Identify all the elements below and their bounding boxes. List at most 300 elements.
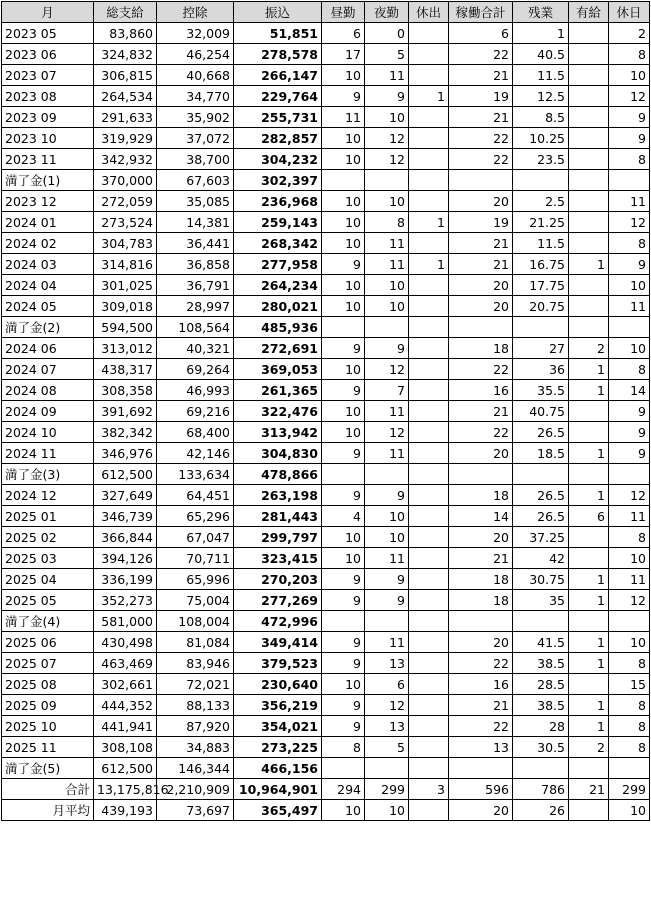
cell-month: 満了金(2) [2,317,94,338]
cell-deduction: 37,072 [157,128,234,149]
cell-paid-leave [569,611,609,632]
table-row [2,401,650,422]
cell-total-work [449,758,513,779]
cell-days-off: 11 [609,506,650,527]
cell-transfer: 369,053 [234,359,322,380]
cell-overtime [513,170,569,191]
cell-day-shift: 17 [322,44,365,65]
cell-days-off [609,317,650,338]
cell-paid-leave: 6 [569,506,609,527]
cell-gross: 382,342 [94,422,157,443]
cell-day-shift: 10 [322,65,365,86]
cell-overtime: 23.5 [513,149,569,170]
cell-month: 満了金(3) [2,464,94,485]
cell-holiday-work [409,611,449,632]
cell-transfer: 282,857 [234,128,322,149]
table-row [2,506,650,527]
cell-holiday-work: 3 [409,779,449,800]
cell-month: 2024 12 [2,485,94,506]
cell-holiday-work: 1 [409,86,449,107]
cell-overtime: 1 [513,23,569,44]
cell-total-work: 21 [449,233,513,254]
cell-month: 2025 03 [2,548,94,569]
cell-day-shift: 10 [322,296,365,317]
table-row [2,338,650,359]
cell-gross: 430,498 [94,632,157,653]
cell-total-work: 20 [449,275,513,296]
cell-overtime: 26 [513,800,569,821]
cell-total-work: 22 [449,716,513,737]
cell-gross: 612,500 [94,758,157,779]
cell-deduction: 38,700 [157,149,234,170]
cell-transfer: 266,147 [234,65,322,86]
cell-overtime: 36 [513,359,569,380]
cell-days-off: 10 [609,338,650,359]
cell-deduction: 35,902 [157,107,234,128]
cell-days-off: 12 [609,86,650,107]
cell-day-shift [322,317,365,338]
cell-night-shift: 10 [365,296,409,317]
cell-deduction: 36,791 [157,275,234,296]
cell-days-off: 8 [609,527,650,548]
cell-day-shift [322,170,365,191]
cell-overtime: 16.75 [513,254,569,275]
cell-holiday-work [409,296,449,317]
table-row [2,422,650,443]
cell-night-shift: 10 [365,107,409,128]
cell-day-shift: 9 [322,338,365,359]
cell-total-work: 21 [449,401,513,422]
cell-holiday-work [409,506,449,527]
cell-deduction: 68,400 [157,422,234,443]
cell-month: 2025 08 [2,674,94,695]
cell-transfer: 299,797 [234,527,322,548]
cell-month: 月平均 [2,800,94,821]
cell-holiday-work [409,380,449,401]
table-row [2,485,650,506]
cell-gross: 441,941 [94,716,157,737]
cell-days-off: 9 [609,422,650,443]
cell-month: 2023 09 [2,107,94,128]
cell-holiday-work [409,359,449,380]
cell-deduction: 32,009 [157,23,234,44]
cell-transfer: 263,198 [234,485,322,506]
cell-total-work: 20 [449,296,513,317]
table-row [2,191,650,212]
cell-night-shift: 12 [365,149,409,170]
header-deduction: 控除 [157,2,234,23]
cell-holiday-work [409,191,449,212]
cell-gross: 581,000 [94,611,157,632]
cell-total-work: 14 [449,506,513,527]
table-row [2,44,650,65]
table-row [2,695,650,716]
cell-days-off: 8 [609,716,650,737]
cell-total-work: 16 [449,674,513,695]
cell-gross: 264,534 [94,86,157,107]
cell-deduction: 14,381 [157,212,234,233]
cell-paid-leave: 1 [569,380,609,401]
cell-month: 2024 07 [2,359,94,380]
cell-transfer: 313,942 [234,422,322,443]
cell-night-shift: 10 [365,527,409,548]
cell-overtime: 12.5 [513,86,569,107]
cell-total-work: 20 [449,632,513,653]
cell-day-shift: 9 [322,653,365,674]
cell-night-shift: 5 [365,44,409,65]
cell-day-shift: 9 [322,254,365,275]
cell-days-off: 8 [609,737,650,758]
cell-transfer: 236,968 [234,191,322,212]
cell-night-shift: 12 [365,695,409,716]
cell-holiday-work [409,632,449,653]
cell-transfer: 478,866 [234,464,322,485]
cell-night-shift: 11 [365,443,409,464]
cell-holiday-work: 1 [409,212,449,233]
cell-paid-leave [569,401,609,422]
cell-holiday-work [409,23,449,44]
cell-holiday-work [409,653,449,674]
cell-transfer: 280,021 [234,296,322,317]
table-row [2,275,650,296]
cell-total-work: 22 [449,422,513,443]
table-row [2,737,650,758]
cell-paid-leave: 1 [569,359,609,380]
cell-night-shift: 0 [365,23,409,44]
cell-gross: 612,500 [94,464,157,485]
cell-day-shift: 11 [322,107,365,128]
cell-gross: 336,199 [94,569,157,590]
cell-deduction: 108,564 [157,317,234,338]
header-holiday-work: 休出 [409,2,449,23]
cell-overtime: 38.5 [513,653,569,674]
cell-overtime: 30.5 [513,737,569,758]
cell-holiday-work [409,338,449,359]
cell-night-shift [365,611,409,632]
cell-holiday-work [409,716,449,737]
cell-days-off: 9 [609,254,650,275]
cell-overtime: 42 [513,548,569,569]
cell-days-off: 8 [609,695,650,716]
cell-holiday-work [409,170,449,191]
cell-transfer: 268,342 [234,233,322,254]
cell-gross: 291,633 [94,107,157,128]
cell-transfer: 277,958 [234,254,322,275]
cell-night-shift [365,170,409,191]
cell-total-work: 21 [449,65,513,86]
cell-paid-leave [569,191,609,212]
cell-day-shift: 9 [322,485,365,506]
cell-holiday-work [409,107,449,128]
cell-night-shift: 6 [365,674,409,695]
cell-total-work: 21 [449,254,513,275]
cell-gross: 444,352 [94,695,157,716]
cell-days-off: 8 [609,233,650,254]
cell-overtime: 38.5 [513,695,569,716]
cell-deduction: 35,085 [157,191,234,212]
cell-gross: 273,524 [94,212,157,233]
cell-day-shift: 10 [322,233,365,254]
cell-holiday-work [409,590,449,611]
cell-night-shift [365,758,409,779]
cell-total-work: 22 [449,653,513,674]
cell-transfer: 304,232 [234,149,322,170]
cell-holiday-work [409,800,449,821]
cell-paid-leave: 1 [569,695,609,716]
cell-gross: 370,000 [94,170,157,191]
cell-deduction: 40,321 [157,338,234,359]
cell-days-off: 10 [609,548,650,569]
cell-gross: 327,649 [94,485,157,506]
cell-gross: 342,932 [94,149,157,170]
cell-month: 2024 05 [2,296,94,317]
cell-day-shift: 10 [322,800,365,821]
cell-transfer: 354,021 [234,716,322,737]
cell-month: 2024 01 [2,212,94,233]
cell-month: 満了金(1) [2,170,94,191]
cell-paid-leave: 1 [569,485,609,506]
cell-overtime: 18.5 [513,443,569,464]
cell-night-shift: 12 [365,422,409,443]
cell-night-shift: 7 [365,380,409,401]
cell-day-shift: 10 [322,191,365,212]
cell-paid-leave [569,422,609,443]
cell-deduction: 83,946 [157,653,234,674]
cell-transfer: 273,225 [234,737,322,758]
cell-paid-leave: 1 [569,254,609,275]
cell-gross: 366,844 [94,527,157,548]
table-row [2,359,650,380]
table-row [2,128,650,149]
cell-night-shift: 13 [365,653,409,674]
cell-gross: 463,469 [94,653,157,674]
cell-day-shift: 10 [322,401,365,422]
cell-days-off [609,170,650,191]
cell-overtime: 37.25 [513,527,569,548]
header-month: 月 [2,2,94,23]
header-gross: 総支給 [94,2,157,23]
cell-night-shift: 11 [365,65,409,86]
cell-deduction: 69,216 [157,401,234,422]
cell-total-work: 18 [449,338,513,359]
cell-month: 2025 06 [2,632,94,653]
cell-gross: 306,815 [94,65,157,86]
cell-days-off [609,758,650,779]
cell-total-work: 18 [449,485,513,506]
cell-total-work: 19 [449,86,513,107]
table-row [2,443,650,464]
cell-total-work: 20 [449,443,513,464]
cell-total-work: 16 [449,380,513,401]
cell-transfer: 277,269 [234,590,322,611]
cell-gross: 314,816 [94,254,157,275]
header-transfer: 振込 [234,2,322,23]
cell-paid-leave [569,44,609,65]
cell-total-work: 21 [449,695,513,716]
table-row [2,86,650,107]
cell-deduction: 108,004 [157,611,234,632]
cell-days-off: 11 [609,569,650,590]
cell-total-work: 21 [449,107,513,128]
cell-paid-leave: 2 [569,737,609,758]
cell-overtime: 40.5 [513,44,569,65]
cell-month: 2025 05 [2,590,94,611]
cell-transfer: 485,936 [234,317,322,338]
cell-holiday-work [409,464,449,485]
cell-overtime [513,317,569,338]
cell-month: 合計 [2,779,94,800]
cell-transfer: 229,764 [234,86,322,107]
cell-transfer: 356,219 [234,695,322,716]
cell-day-shift [322,758,365,779]
cell-deduction: 28,997 [157,296,234,317]
cell-deduction: 46,993 [157,380,234,401]
cell-paid-leave [569,548,609,569]
header-row [2,2,650,23]
cell-deduction: 36,441 [157,233,234,254]
cell-holiday-work [409,422,449,443]
header-night-shift: 夜勤 [365,2,409,23]
cell-overtime: 11.5 [513,65,569,86]
cell-night-shift: 11 [365,401,409,422]
cell-total-work: 20 [449,800,513,821]
cell-total-work [449,464,513,485]
cell-day-shift [322,464,365,485]
cell-days-off: 299 [609,779,650,800]
cell-night-shift: 11 [365,233,409,254]
cell-holiday-work [409,485,449,506]
cell-holiday-work [409,317,449,338]
cell-days-off: 10 [609,800,650,821]
cell-overtime: 21.25 [513,212,569,233]
cell-month: 2025 02 [2,527,94,548]
cell-deduction: 40,668 [157,65,234,86]
cell-gross: 309,018 [94,296,157,317]
cell-holiday-work [409,275,449,296]
cell-days-off: 9 [609,443,650,464]
cell-day-shift: 9 [322,632,365,653]
cell-paid-leave [569,170,609,191]
cell-total-work [449,170,513,191]
cell-overtime [513,611,569,632]
cell-overtime: 26.5 [513,506,569,527]
cell-deduction: 65,996 [157,569,234,590]
cell-gross: 302,661 [94,674,157,695]
cell-overtime: 28.5 [513,674,569,695]
cell-night-shift: 5 [365,737,409,758]
cell-overtime: 28 [513,716,569,737]
cell-night-shift [365,317,409,338]
cell-paid-leave [569,527,609,548]
cell-gross: 594,500 [94,317,157,338]
cell-gross: 308,358 [94,380,157,401]
cell-transfer: 379,523 [234,653,322,674]
cell-paid-leave [569,65,609,86]
cell-paid-leave: 21 [569,779,609,800]
cell-total-work: 18 [449,569,513,590]
cell-days-off: 11 [609,191,650,212]
cell-transfer: 304,830 [234,443,322,464]
cell-night-shift: 10 [365,506,409,527]
cell-overtime: 26.5 [513,422,569,443]
cell-gross: 394,126 [94,548,157,569]
cell-days-off: 10 [609,632,650,653]
cell-day-shift: 9 [322,569,365,590]
cell-overtime: 2.5 [513,191,569,212]
cell-day-shift: 6 [322,23,365,44]
table-row [2,611,650,632]
cell-paid-leave [569,23,609,44]
cell-day-shift: 9 [322,716,365,737]
cell-gross: 346,739 [94,506,157,527]
cell-day-shift: 10 [322,359,365,380]
cell-overtime: 11.5 [513,233,569,254]
cell-overtime: 786 [513,779,569,800]
cell-total-work: 20 [449,191,513,212]
cell-deduction: 34,883 [157,737,234,758]
cell-paid-leave [569,317,609,338]
cell-total-work: 22 [449,359,513,380]
cell-deduction: 64,451 [157,485,234,506]
cell-deduction: 70,711 [157,548,234,569]
cell-day-shift: 8 [322,737,365,758]
cell-month: 2023 05 [2,23,94,44]
cell-gross: 313,012 [94,338,157,359]
cell-overtime: 30.75 [513,569,569,590]
cell-gross: 352,273 [94,590,157,611]
cell-days-off: 2 [609,23,650,44]
cell-deduction: 133,634 [157,464,234,485]
table-row [2,464,650,485]
table-row [2,674,650,695]
cell-overtime: 17.75 [513,275,569,296]
cell-day-shift: 294 [322,779,365,800]
cell-month: 2024 09 [2,401,94,422]
cell-days-off: 9 [609,107,650,128]
cell-day-shift: 10 [322,275,365,296]
cell-total-work: 13 [449,737,513,758]
cell-deduction: 81,084 [157,632,234,653]
cell-gross: 308,108 [94,737,157,758]
cell-paid-leave: 1 [569,632,609,653]
cell-month: 2023 06 [2,44,94,65]
cell-holiday-work [409,401,449,422]
cell-month: 2023 11 [2,149,94,170]
cell-night-shift: 9 [365,485,409,506]
cell-overtime [513,758,569,779]
cell-month: 2024 08 [2,380,94,401]
cell-transfer: 261,365 [234,380,322,401]
cell-day-shift: 10 [322,128,365,149]
cell-days-off [609,611,650,632]
cell-deduction: 42,146 [157,443,234,464]
cell-deduction: 67,047 [157,527,234,548]
cell-holiday-work [409,65,449,86]
cell-night-shift: 11 [365,548,409,569]
cell-transfer: 255,731 [234,107,322,128]
cell-gross: 13,175,816 [94,779,157,800]
cell-day-shift [322,611,365,632]
cell-paid-leave [569,149,609,170]
table-row [2,632,650,653]
cell-total-work [449,611,513,632]
table-row [2,569,650,590]
cell-day-shift: 10 [322,149,365,170]
cell-overtime: 27 [513,338,569,359]
cell-total-work: 22 [449,44,513,65]
cell-gross: 83,860 [94,23,157,44]
cell-deduction: 34,770 [157,86,234,107]
